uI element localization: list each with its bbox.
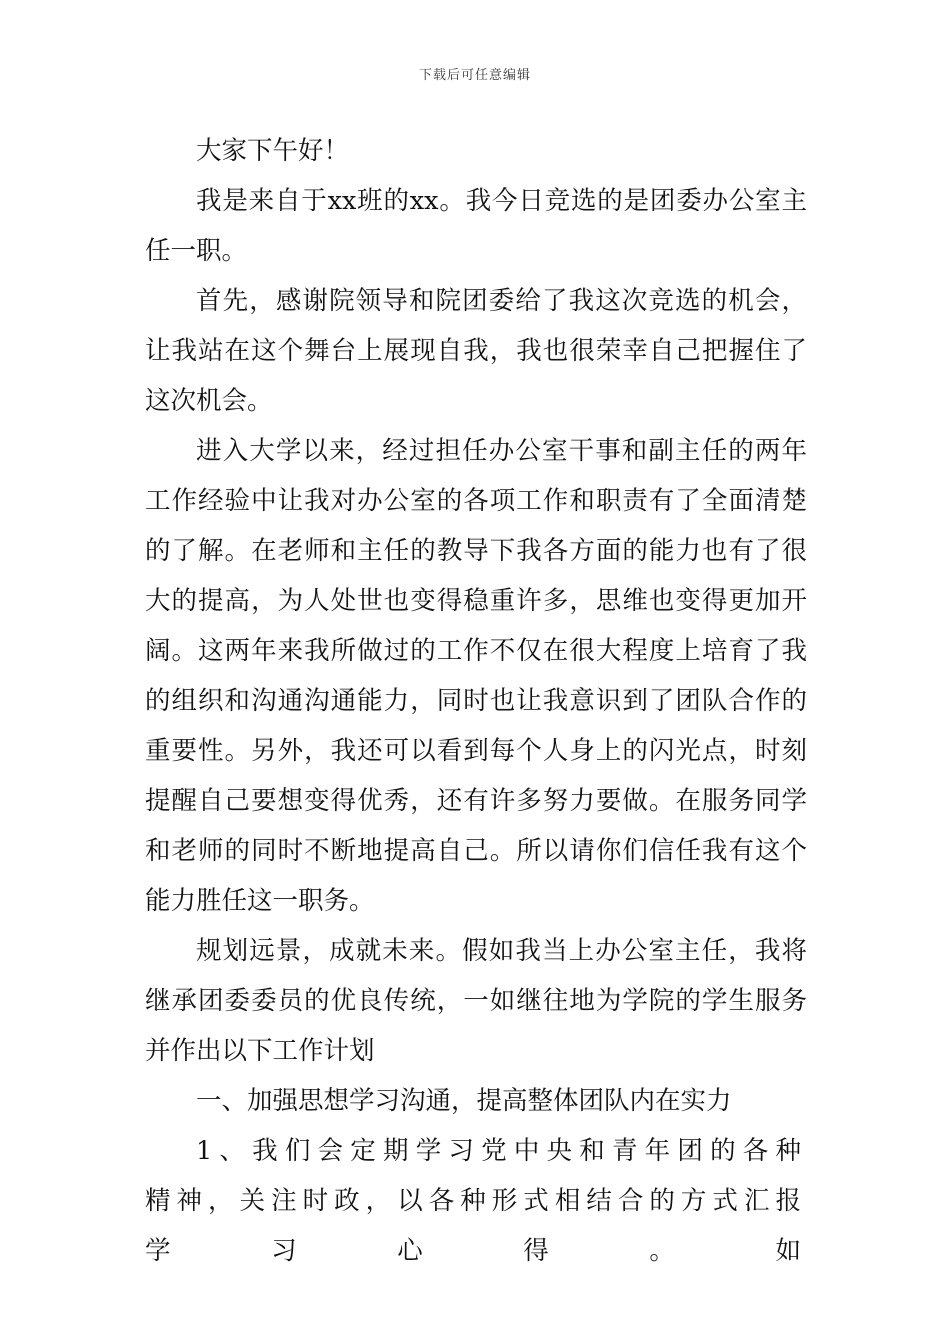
- document-body: [145, 126, 807, 1276]
- paragraph-greeting: 大家下午好！: [196, 136, 350, 166]
- paragraph-experience: 进入大学以来，经过担任办公室干事和副主任的两年工作经验中让我对办公室的各项工作和职责有了全面清楚的了解。在老师和主任的教导下我各方面的能力也有了很大的提高，为人处世也变得稳重许多，思维也变得更加开阔。这两年来我所做过的工作不仅在很大程度上培育了我的组织和沟通沟通能力，同时也让我意识到了团队合作的重要性。另外，我还可以看到每个人身上的闪光点，时刻提醒自己要想变得优秀，还有许多努力要做。在服务同学和老师的同时不断地提高自己。所以请你们信任我有这个能力胜任这一职务。: [145, 436, 807, 916]
- paragraph-plan-intro: 规划远景，成就未来。假如我当上办公室主任，我将继承团委委员的优良传统，一如继往地为学院的学生服务并作出以下工作计划: [145, 936, 807, 1066]
- paragraph-item-1: 1、我们会定期学习党中央和青年团的各种精神，关注时政，以各种形式相结合的方式汇报学习心得。如: [145, 1136, 807, 1266]
- paragraph-thanks: 首先，感谢院领导和院团委给了我这次竞选的机会，让我站在这个舞台上展现自我，我也很荣幸自己把握住了这次机会。: [145, 286, 807, 416]
- paragraph-introduction: 我是来自于xx班的xx。我今日竞选的是团委办公室主任一职。: [145, 186, 807, 266]
- paragraph-section-heading: 一、加强思想学习沟通，提高整体团队内在实力: [196, 1086, 732, 1116]
- page-header: 下载后可任意编辑: [418, 68, 531, 83]
